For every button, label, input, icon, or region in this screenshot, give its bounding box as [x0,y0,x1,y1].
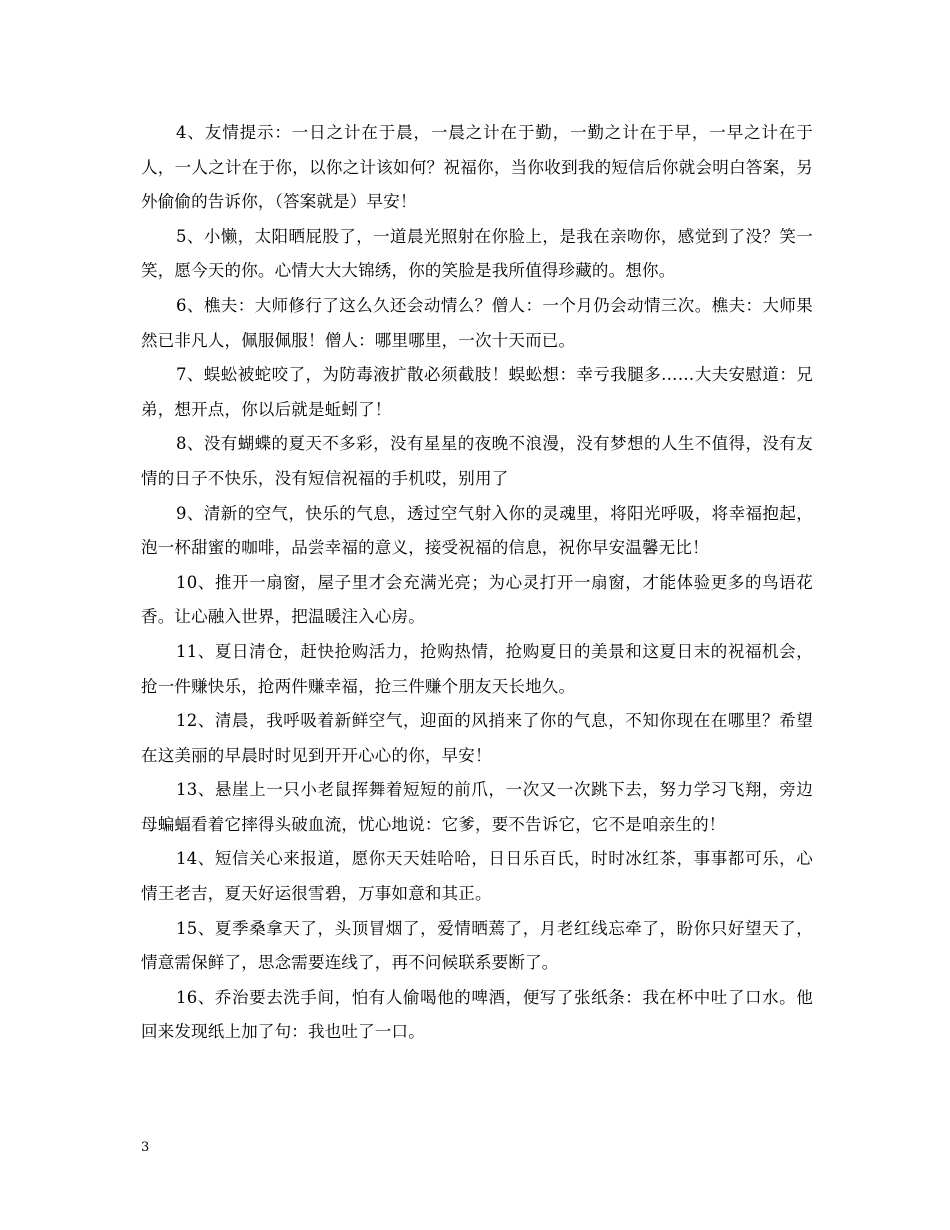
paragraph-15: 15、夏季桑拿天了，头顶冒烟了，爱情晒蔫了，月老红线忘牵了，盼你只好望天了，情意需保鲜了，思念需要连线了，再不问候联系要断了。 [141,918,813,973]
paragraph-6: 6、樵夫：大师修行了这么久还会动情么？僧人：一个月仍会动情三次。樵夫：大师果然已非凡人，佩服佩服！僧人：哪里哪里，一次十天而已。 [141,295,813,350]
paragraph-5: 5、小懒，太阳晒屁股了，一道晨光照射在你脸上，是我在亲吻你，感觉到了没？笑一笑，愿今天的你。心情大大大锦绣，你的笑脸是我所值得珍藏的。想你。 [141,226,813,281]
paragraph-16: 16、乔治要去洗手间，怕有人偷喝他的啤酒，便写了张纸条：我在杯中吐了口水。他回来发现纸上加了句：我也吐了一口。 [141,987,813,1042]
paragraph-7: 7、蜈蚣被蛇咬了，为防毒液扩散必须截肢！蜈蚣想：幸亏我腿多……大夫安慰道：兄弟，想开点，你以后就是蚯蚓了！ [141,365,813,419]
paragraph-8: 8、没有蝴蝶的夏天不多彩，没有星星的夜晚不浪漫，没有梦想的人生不值得，没有友情的日子不快乐，没有短信祝福的手机哎，别用了 [141,434,813,488]
paragraph-9: 9、清新的空气，快乐的气息，透过空气射入你的灵魂里，将阳光呼吸，将幸福抱起，泡一杯甜蜜的咖啡，品尝幸福的意义，接受祝福的信息，祝你早安温馨无比！ [141,503,813,558]
paragraph-14: 14、短信关心来报道，愿你天天娃哈哈，日日乐百氏，时时冰红茶，事事都可乐，心情王老吉，夏天好运很雪碧，万事如意和其正。 [141,849,813,904]
page-number: 3 [141,1140,150,1155]
paragraph-4: 4、友情提示：一日之计在于晨，一晨之计在于勤，一勤之计在于早，一早之计在于人，一人之计在于你，以你之计该如何？祝福你，当你收到我的短信后你就会明白答案，另外偷偷的告诉你，（答案就是）早安！ [141,123,813,212]
document-body [141,116,813,1050]
paragraph-10: 10、推开一扇窗，屋子里才会充满光亮；为心灵打开一扇窗，才能体验更多的鸟语花香。让心融入世界，把温暖注入心房。 [141,572,813,627]
paragraph-12: 12、清晨，我呼吸着新鲜空气，迎面的风捎来了你的气息，不知你现在在哪里？希望在这美丽的早晨时时见到开开心心的你，早安！ [141,711,813,765]
paragraph-13: 13、悬崖上一只小老鼠挥舞着短短的前爪，一次又一次跳下去，努力学习飞翔，旁边母蝙蝠看着它摔得头破血流，忧心地说：它爹，要不告诉它，它不是咱亲生的！ [141,780,813,834]
paragraph-11: 11、夏日清仓，赶快抢购活力，抢购热情，抢购夏日的美景和这夏日末的祝福机会，抢一件赚快乐，抢两件赚幸福，抢三件赚个朋友天长地久。 [141,641,813,696]
